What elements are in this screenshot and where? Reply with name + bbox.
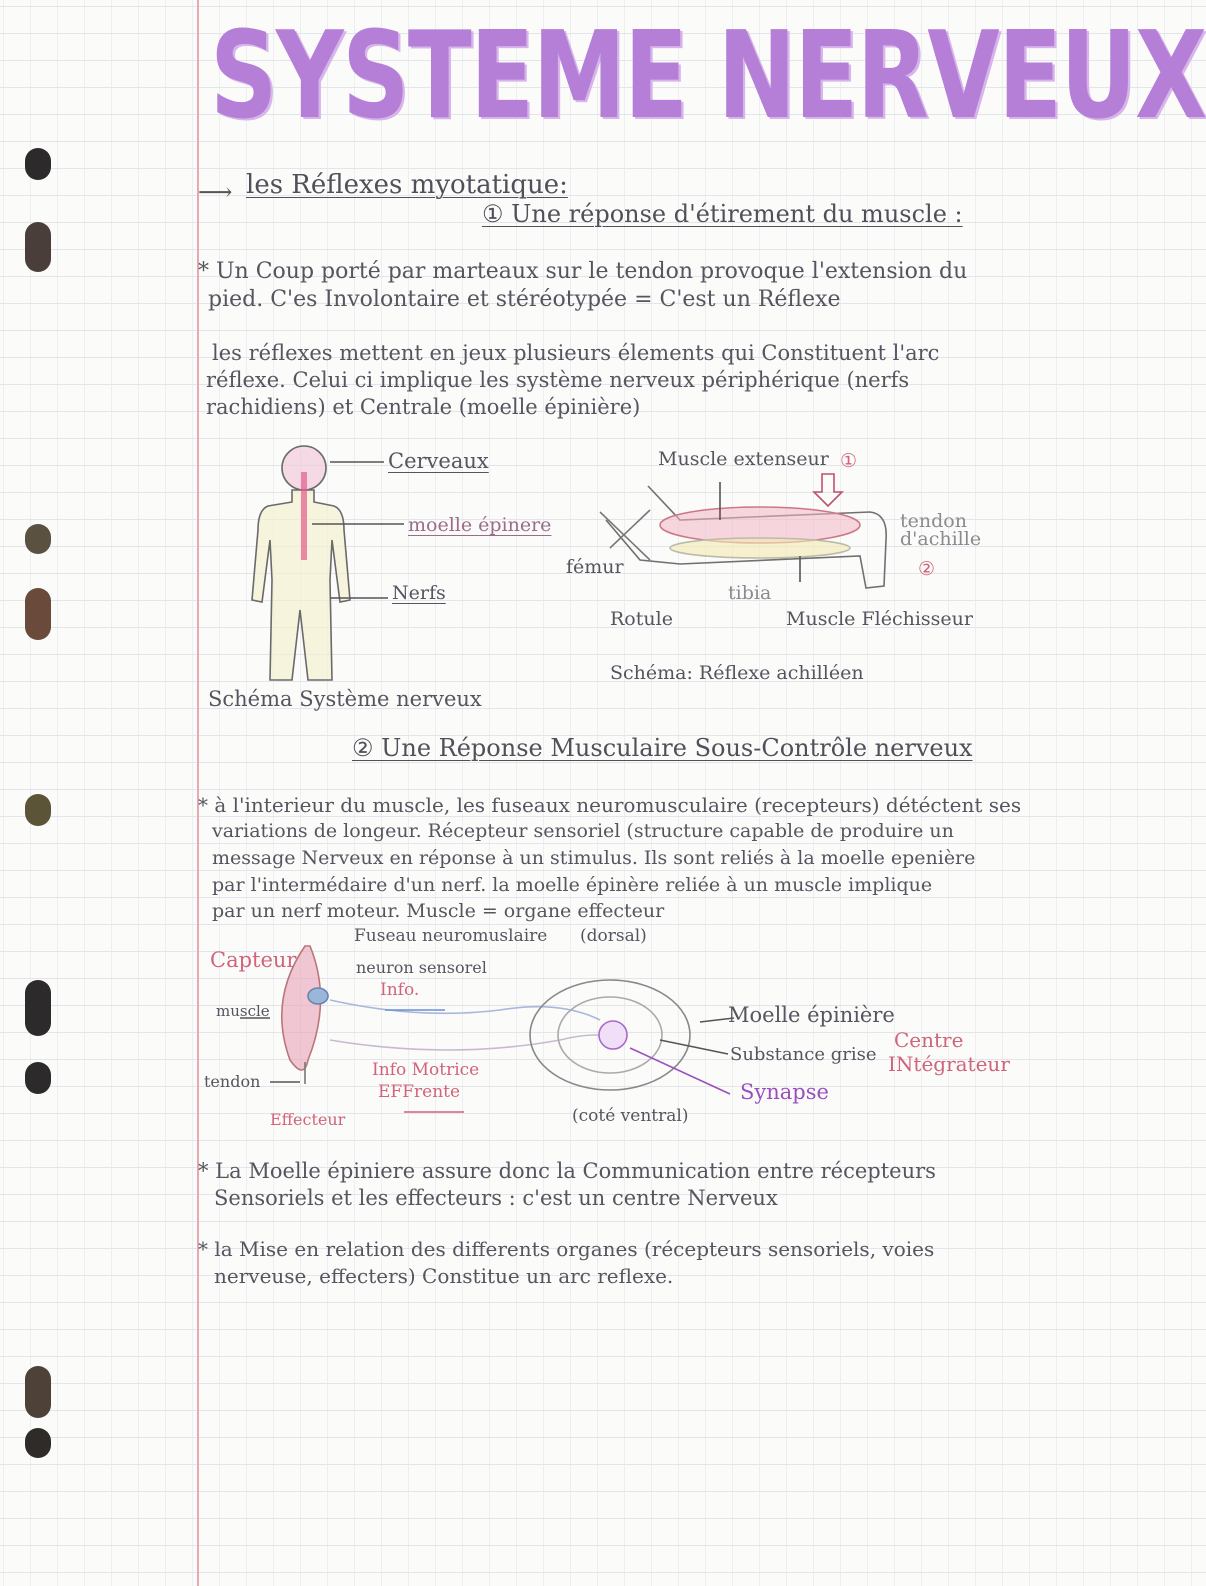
- label-integrator: INtégrateur: [888, 1052, 1010, 1076]
- label-dorsal: (dorsal): [580, 926, 647, 946]
- subheading-1: ① Une réponse d'étirement du muscle :: [482, 200, 963, 228]
- label-tibia: tibia: [728, 582, 772, 604]
- label-sensory-neuron: neuron sensorel: [356, 958, 487, 977]
- caption-nervous-system: Schéma Système nerveux: [208, 687, 482, 711]
- label-neuromuscular-spindle: Fuseau neuromuslaire: [354, 926, 548, 946]
- label-extensor-muscle: Muscle extenseur: [658, 448, 829, 470]
- paragraph-line: Sensoriels et les effecteurs : c'est un centre Nerveux: [214, 1186, 778, 1210]
- label-nerves: Nerfs: [392, 582, 446, 604]
- paragraph-line: * à l'interieur du muscle, les fuseaux neuromusculaire (recepteurs) détéctent ses: [198, 793, 1022, 817]
- label-spinal-cord: moelle épinere: [408, 514, 552, 536]
- label-effector: Effecteur: [270, 1110, 346, 1129]
- page-title: SYSTEME NERVEUX: [210, 7, 1206, 146]
- marker-1: ①: [840, 450, 858, 472]
- label-ventral: (coté ventral): [572, 1106, 689, 1126]
- paragraph-line: par l'intermédaire d'un nerf. la moelle épinère reliée à un muscle implique: [212, 874, 933, 896]
- leg-diagram: [600, 474, 886, 588]
- subheading-2: ② Une Réponse Musculaire Sous-Contrôle nerveux: [352, 734, 973, 762]
- paragraph-line: nerveuse, effecters) Constitue un arc reflexe.: [214, 1264, 674, 1288]
- label-patella: Rotule: [610, 608, 673, 630]
- label-sensor: Capteur: [210, 948, 297, 972]
- label-achilles-tendon: tendon d'achille: [900, 510, 982, 550]
- label-muscle: muscle: [216, 1002, 270, 1020]
- paragraph-line: les réflexes mettent en jeux plusieurs élements qui Constituent l'arc: [212, 341, 940, 365]
- marker-2: ②: [918, 558, 936, 580]
- label-info: Info.: [380, 980, 420, 1000]
- reflex-arc-diagram: [240, 946, 734, 1112]
- label-efferent: EFFrente: [378, 1082, 461, 1102]
- paragraph-line: message Nerveux en réponse à un stimulus. Ils sont reliés à la moelle epenière: [212, 847, 976, 869]
- label-femur: fémur: [566, 556, 624, 578]
- label-spinal-cord-2: Moelle épinière: [728, 1003, 895, 1027]
- label-center: Centre: [894, 1028, 964, 1052]
- paragraph-line: par un nerf moteur. Muscle = organe effecteur: [212, 900, 665, 922]
- paragraph-line: pied. C'es Involontaire et stéréotypée = C'est un Réflexe: [208, 287, 841, 312]
- paragraph-line: réflexe. Celui ci implique les système nerveux périphérique (nerfs: [206, 368, 910, 392]
- paragraph-line: rachidiens) et Centrale (moelle épinière): [206, 395, 641, 419]
- paragraph-line: variations de longeur. Récepteur sensoriel (structure capable de produire un: [212, 820, 954, 842]
- label-tendon: tendon: [204, 1072, 261, 1091]
- arrow-right-icon: ⟶: [198, 178, 233, 206]
- label-synapse: Synapse: [740, 1080, 829, 1104]
- label-flexor-muscle: Muscle Fléchisseur: [786, 608, 973, 630]
- paragraph-line: * La Moelle épiniere assure donc la Communication entre récepteurs: [198, 1159, 936, 1183]
- section-heading: les Réflexes myotatique:: [246, 170, 568, 200]
- label-motor-info: Info Motrice: [372, 1060, 480, 1080]
- label-brain: Cerveaux: [388, 449, 489, 473]
- paragraph-line: * Un Coup porté par marteaux sur le tendon provoque l'extension du: [198, 259, 968, 284]
- label-grey-matter: Substance grise: [730, 1044, 877, 1065]
- caption-achilles-reflex: Schéma: Réflexe achilléen: [610, 662, 864, 684]
- paragraph-line: * la Mise en relation des differents organes (récepteurs sensoriels, voies: [198, 1237, 935, 1261]
